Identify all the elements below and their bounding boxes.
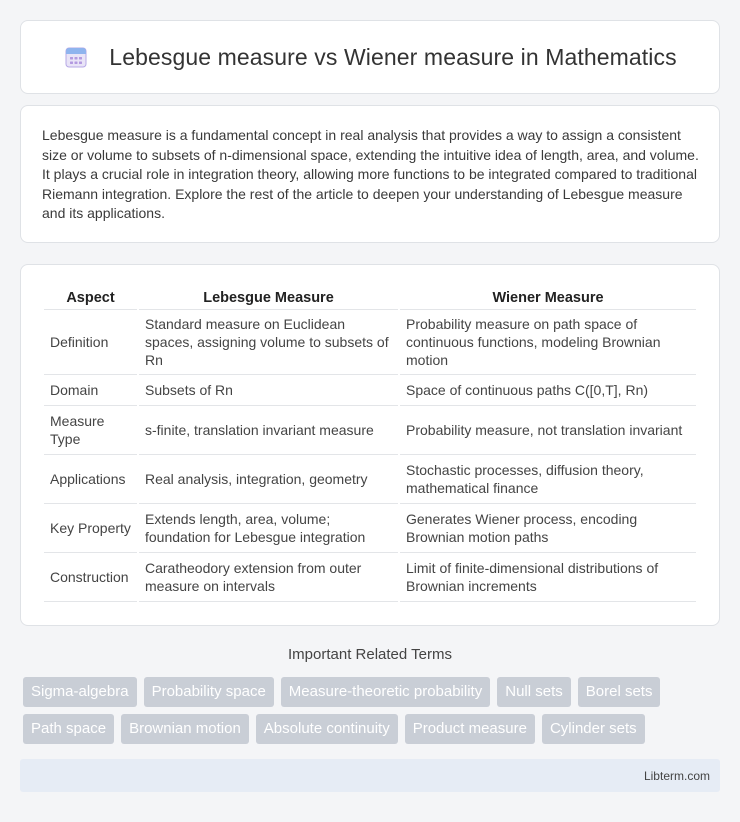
table-row — [44, 406, 696, 455]
table-header-row — [44, 286, 696, 310]
header-card — [20, 20, 720, 94]
tag-product-measure[interactable]: Product measure — [405, 714, 535, 744]
header-aspect: Aspect — [44, 286, 137, 310]
tag-absolute-continuity[interactable]: Absolute continuity — [256, 714, 398, 744]
footer-brand-link[interactable]: Libterm.com — [643, 768, 710, 783]
cell-wiener: Stochastic processes, diffusion theory, mathematical finance — [400, 455, 696, 504]
cell-lebesgue: Extends length, area, volume; foundation for Lebesgue integration — [139, 504, 398, 553]
tag-cylinder-sets[interactable]: Cylinder sets — [542, 714, 645, 744]
comparison-table — [42, 286, 698, 602]
cell-wiener: Space of continuous paths C([0,T], Rn) — [400, 375, 696, 406]
cell-aspect: Domain — [44, 375, 137, 406]
cell-aspect: Definition — [44, 310, 137, 375]
table-row — [44, 553, 696, 602]
table-row — [44, 310, 696, 375]
intro-paragraph: Lebesgue measure is a fundamental concept in real analysis that provides a way to assign a consistent size or volume to subsets of n-dimensional space, extending the intuitive idea of length, area, and volume. It plays a crucial role in integration theory, allowing more functions to be integrated compared to traditional Riemann integration. Explore the rest of the article to deepen your understanding of Lebesgue measure and its applications. — [42, 127, 699, 221]
related-terms-title: Important Related Terms — [288, 646, 452, 663]
calendar-icon — [63, 44, 89, 70]
cell-lebesgue: Subsets of Rn — [139, 375, 398, 406]
tag-null-sets[interactable]: Null sets — [497, 677, 571, 707]
table-row — [44, 375, 696, 406]
cell-aspect: Measure Type — [44, 406, 137, 455]
comparison-card — [20, 264, 720, 626]
page-title: Lebesgue measure vs Wiener measure in Mathematics — [109, 43, 677, 70]
cell-aspect: Construction — [44, 553, 137, 602]
cell-lebesgue: Caratheodory extension from outer measure on intervals — [139, 553, 398, 602]
table-row — [44, 455, 696, 504]
tag-borel-sets[interactable]: Borel sets — [578, 677, 661, 707]
tag-measure-theoretic-probability[interactable]: Measure-theoretic probability — [281, 677, 490, 707]
cell-wiener: Generates Wiener process, encoding Brownian motion paths — [400, 504, 696, 553]
cell-aspect: Key Property — [44, 504, 137, 553]
related-tags — [20, 677, 720, 744]
tag-path-space[interactable]: Path space — [23, 714, 114, 744]
header-wiener: Wiener Measure — [400, 286, 696, 310]
footer — [20, 759, 720, 792]
intro-card — [20, 105, 720, 243]
tag-brownian-motion[interactable]: Brownian motion — [121, 714, 249, 744]
cell-lebesgue: Standard measure on Euclidean spaces, assigning volume to subsets of Rn — [139, 310, 398, 375]
cell-lebesgue: Real analysis, integration, geometry — [139, 455, 398, 504]
cell-lebesgue: s-finite, translation invariant measure — [139, 406, 398, 455]
cell-wiener: Limit of finite-dimensional distributions of Brownian increments — [400, 553, 696, 602]
related-terms-section — [20, 646, 720, 744]
header-lebesgue: Lebesgue Measure — [139, 286, 398, 310]
tag-sigma-algebra[interactable]: Sigma-algebra — [23, 677, 137, 707]
table-row — [44, 504, 696, 553]
cell-aspect: Applications — [44, 455, 137, 504]
cell-wiener: Probability measure on path space of continuous functions, modeling Brownian motion — [400, 310, 696, 375]
cell-wiener: Probability measure, not translation invariant — [400, 406, 696, 455]
tag-probability-space[interactable]: Probability space — [144, 677, 274, 707]
